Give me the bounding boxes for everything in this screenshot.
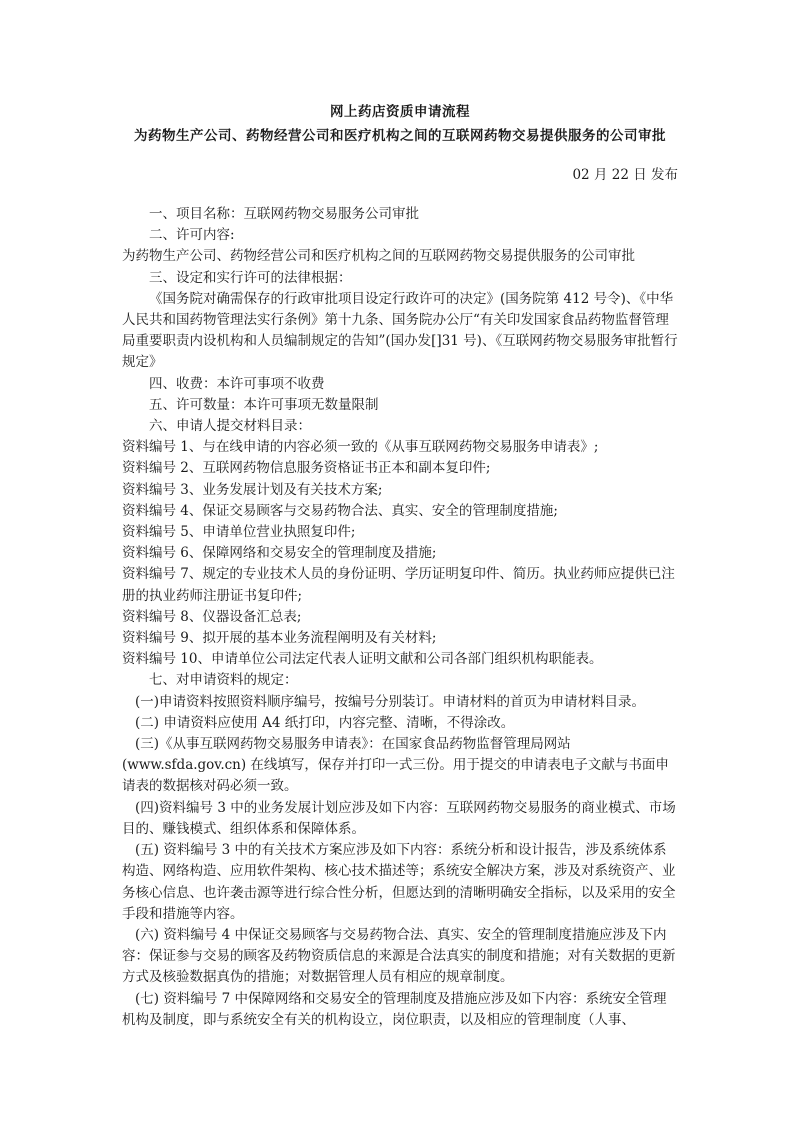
material-item: 资料编号 7、规定的专业技术人员的身份证明、学历证明复印件、简历。执业药师应提供已注册的执业药师注册证书复印件;	[122, 566, 675, 604]
material-item: 资料编号 3、业务发展计划及有关技术方案;	[122, 481, 383, 498]
material-item: 资料编号 10、申请单位公司法定代表人证明文献和公司各部门组织机构职能表。	[122, 651, 603, 668]
document-title: 网上药店资质申请流程	[330, 104, 470, 120]
material-item: 资料编号 1、与在线申请的内容必须一致的《从事互联网药物交易服务申请表》;	[122, 439, 599, 456]
section-item-name: 一、项目名称：互联网药物交易服务公司审批	[149, 206, 419, 222]
requirement-item: (五) 资料编号 3 中的有关技术方案应涉及如下内容：系统分析和设计报告，涉及系统体系构造、网络构造、应用软件架构、核心技术描述等；系统安全解决方案，涉及对系统资产、业务核心信息、也许袭击源等进行综合性分析，但愿达到的清晰明确安全指标，以及采用的安全手段和措施等内容。	[122, 842, 676, 922]
requirement-item: (四)资料编号 3 中的业务发展计划应涉及如下内容：互联网药物交易服务的商业模式、市场目的、赚钱模式、组织体系和保障体系。	[122, 799, 676, 837]
section-requirements: 七、对申请资料的规定：	[149, 672, 298, 689]
license-content-text: 为药物生产公司、药物经营公司和医疗机构之间的互联网药物交易提供服务的公司审批	[122, 248, 635, 265]
requirement-item: (六) 资料编号 4 中保证交易顾客与交易药物合法、真实、安全的管理制度措施应涉及下内容：保证参与交易的顾客及药物资质信息的来源是合法真实的制度和措施；对有关数据的更新方式及核验数据真伪的措施；对数据管理人员有相应的规章制度。	[122, 926, 676, 986]
requirement-item: (三)《从事互联网药物交易服务申请表》：在国家食品药物监督管理局网站(www.sfda.gov.cn) 在线填写，保存并打印一式三份。用于提交的申请表电子文献与书面申请表的数据核对码必须一致。	[122, 736, 669, 795]
material-item: 资料编号 2、互联网药物信息服务资格证书正本和副本复印件;	[122, 460, 491, 477]
material-item: 资料编号 8、仪器设备汇总表;	[122, 608, 302, 625]
legal-basis-text: 《国务院对确需保存的行政审批项目设定行政许可的决定》(国务院第 412 号令)、《中华人民共和国药物管理法实行条例》第十九条、国务院办公厅“有关印发国家食品药物监督管理局重要职责内设机构和人员编制规定的告知”(国办发[]31 号)、《互联网药物交易服务审批暂行规定》	[122, 290, 678, 371]
section-materials: 六、申请人提交材料目录：	[149, 418, 311, 435]
material-item: 资料编号 9、拟开展的基本业务流程阐明及有关材料;	[122, 630, 437, 647]
requirement-item: (二) 申请资料应使用 A4 纸打印，内容完整、清晰，不得涂改。	[135, 714, 515, 731]
document-subtitle: 为药物生产公司、药物经营公司和医疗机构之间的互联网药物交易提供服务的公司审批	[134, 128, 666, 144]
publish-date: 02 月 22 日 发布	[572, 167, 678, 183]
material-item: 资料编号 5、申请单位营业执照复印件;	[122, 524, 356, 541]
document-body	[122, 204, 678, 1031]
requirement-item: (七) 资料编号 7 中保障网络和交易安全的管理制度及措施应涉及如下内容：系统安全管理机构及制度，即与系统安全有关的机构设立，岗位职责，以及相应的管理制度（人事、	[122, 990, 667, 1028]
requirement-item: (一)申请资料按照资料顺序编号，按编号分别装订。申请材料的首页为申请材料目录。	[135, 693, 646, 710]
section-quantity: 五、许可数量：本许可事项无数量限制	[149, 396, 379, 413]
section-legal-basis: 三、设定和实行许可的法律根据：	[149, 269, 352, 286]
section-license-content: 二、许可内容:	[149, 227, 235, 244]
material-item: 资料编号 6、保障网络和交易安全的管理制度及措施;	[122, 545, 437, 562]
material-item: 资料编号 4、保证交易顾客与交易药物合法、真实、安全的管理制度措施;	[122, 502, 558, 519]
section-fees: 四、收费：本许可事项不收费	[149, 375, 325, 392]
